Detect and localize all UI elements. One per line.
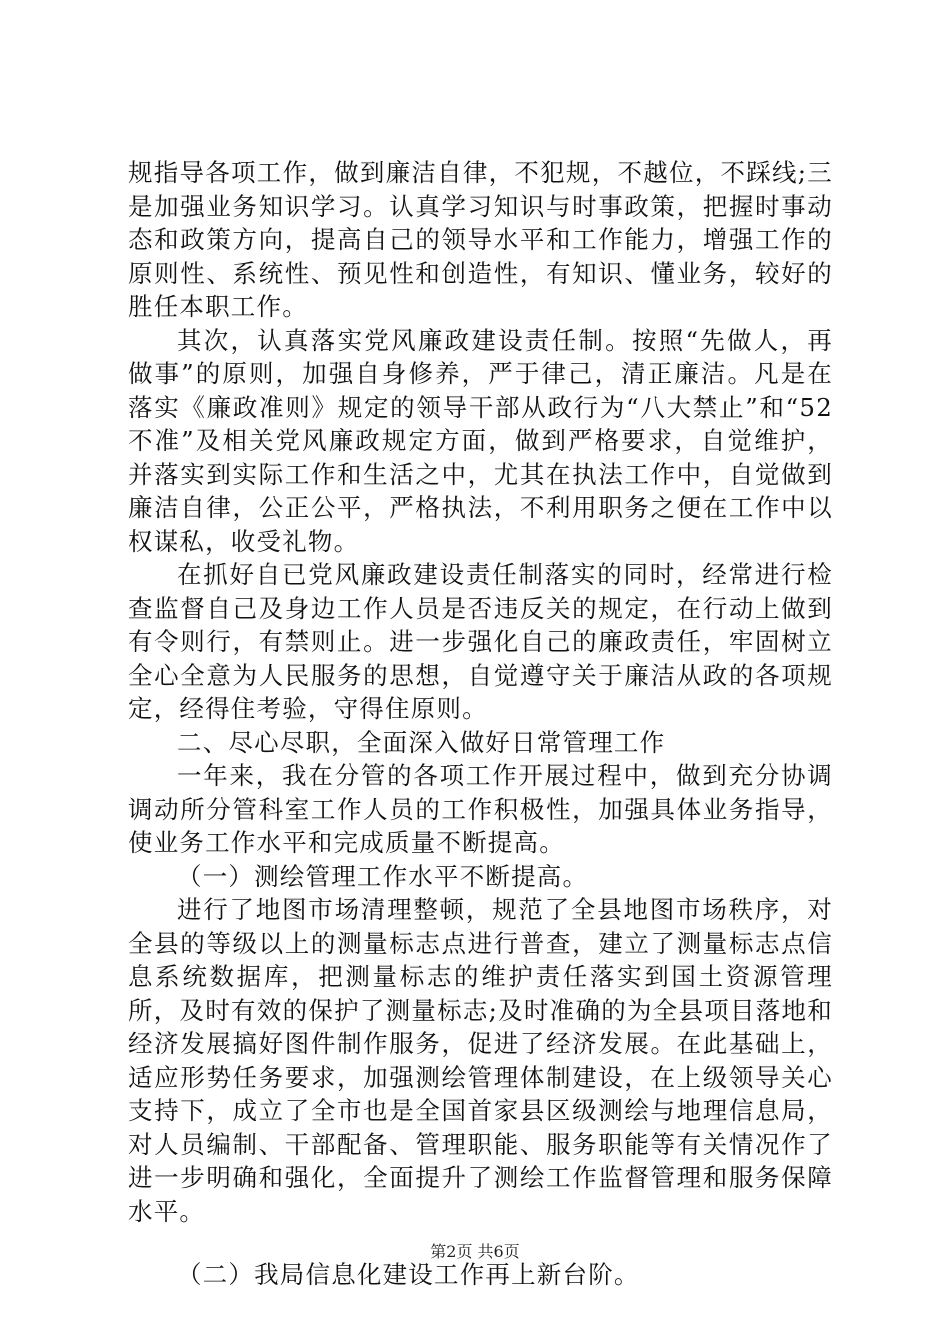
- subsection-heading-1: （一）测绘管理工作水平不断提高。: [177, 861, 589, 891]
- paragraph-3: 在抓好自已党风廉政建设责任制落实的同时，经常进行检查监督自己及身边工作人员是否违反关的规定，在行动上做到有令则行，有禁则止。进一步强化自己的廉政责任，牢固树立全心全意为人民服务的思想，自觉遵守关于廉洁从政的各项规定，经得住考验，守得住原则。: [128, 560, 833, 723]
- paragraph-4: 一年来，我在分管的各项工作开展过程中，做到充分协调调动所分管科室工作人员的工作积极性，加强具体业务指导，使业务工作水平和完成质量不断提高。: [128, 761, 833, 857]
- document-page: [128, 156, 833, 1292]
- section-heading-2: 二、尽心尽职，全面深入做好日常管理工作: [177, 727, 666, 757]
- paragraph-5: 进行了地图市场清理整顿，规范了全县地图市场秩序，对全县的等级以上的测量标志点进行普查，建立了测量标志点信息系统数据库，把测量标志的维护责任落实到国土资源管理所，及时有效的保护了测量标志;及时准确的为全县项目落地和经济发展搞好图件制作服务，促进了经济发展。在此基础上，适应形势任务要求，加强测绘管理体制建设，在上级领导关心支持下，成立了全市也是全国首家县区级测绘与地理信息局，对人员编制、干部配备、管理职能、服务职能等有关情况作了进一步明确和强化，全面提升了测绘工作监督管理和服务保障水平。: [128, 895, 833, 1226]
- subsection-heading-2: （二）我局信息化建设工作再上新台阶。: [177, 1260, 640, 1289]
- paragraph-2: 其次，认真落实党风廉政建设责任制。按照“先做人，再做事”的原则，加强自身修养，严于律己，清正廉洁。凡是在落实《廉政准则》规定的领导干部从政行为“八大禁止”和“52不准”及相关党风廉政规定方面，做到严格要求，自觉维护，并落实到实际工作和生活之中，尤其在执法工作中，自觉做到廉洁自律，公正公平，严格执法，不利用职务之便在工作中以权谋私，收受礼物。: [128, 325, 833, 556]
- paragraph-1: 规指导各项工作，做到廉洁自律，不犯规，不越位，不踩线;三是加强业务知识学习。认真学习知识与时事政策，把握时事动态和政策方向，提高自己的领导水平和工作能力，增强工作的原则性、系统性、预见性和创造性，有知识、懂业务，较好的胜任本职工作。: [128, 158, 833, 321]
- page-footer: 第2页 共6页: [430, 1242, 520, 1261]
